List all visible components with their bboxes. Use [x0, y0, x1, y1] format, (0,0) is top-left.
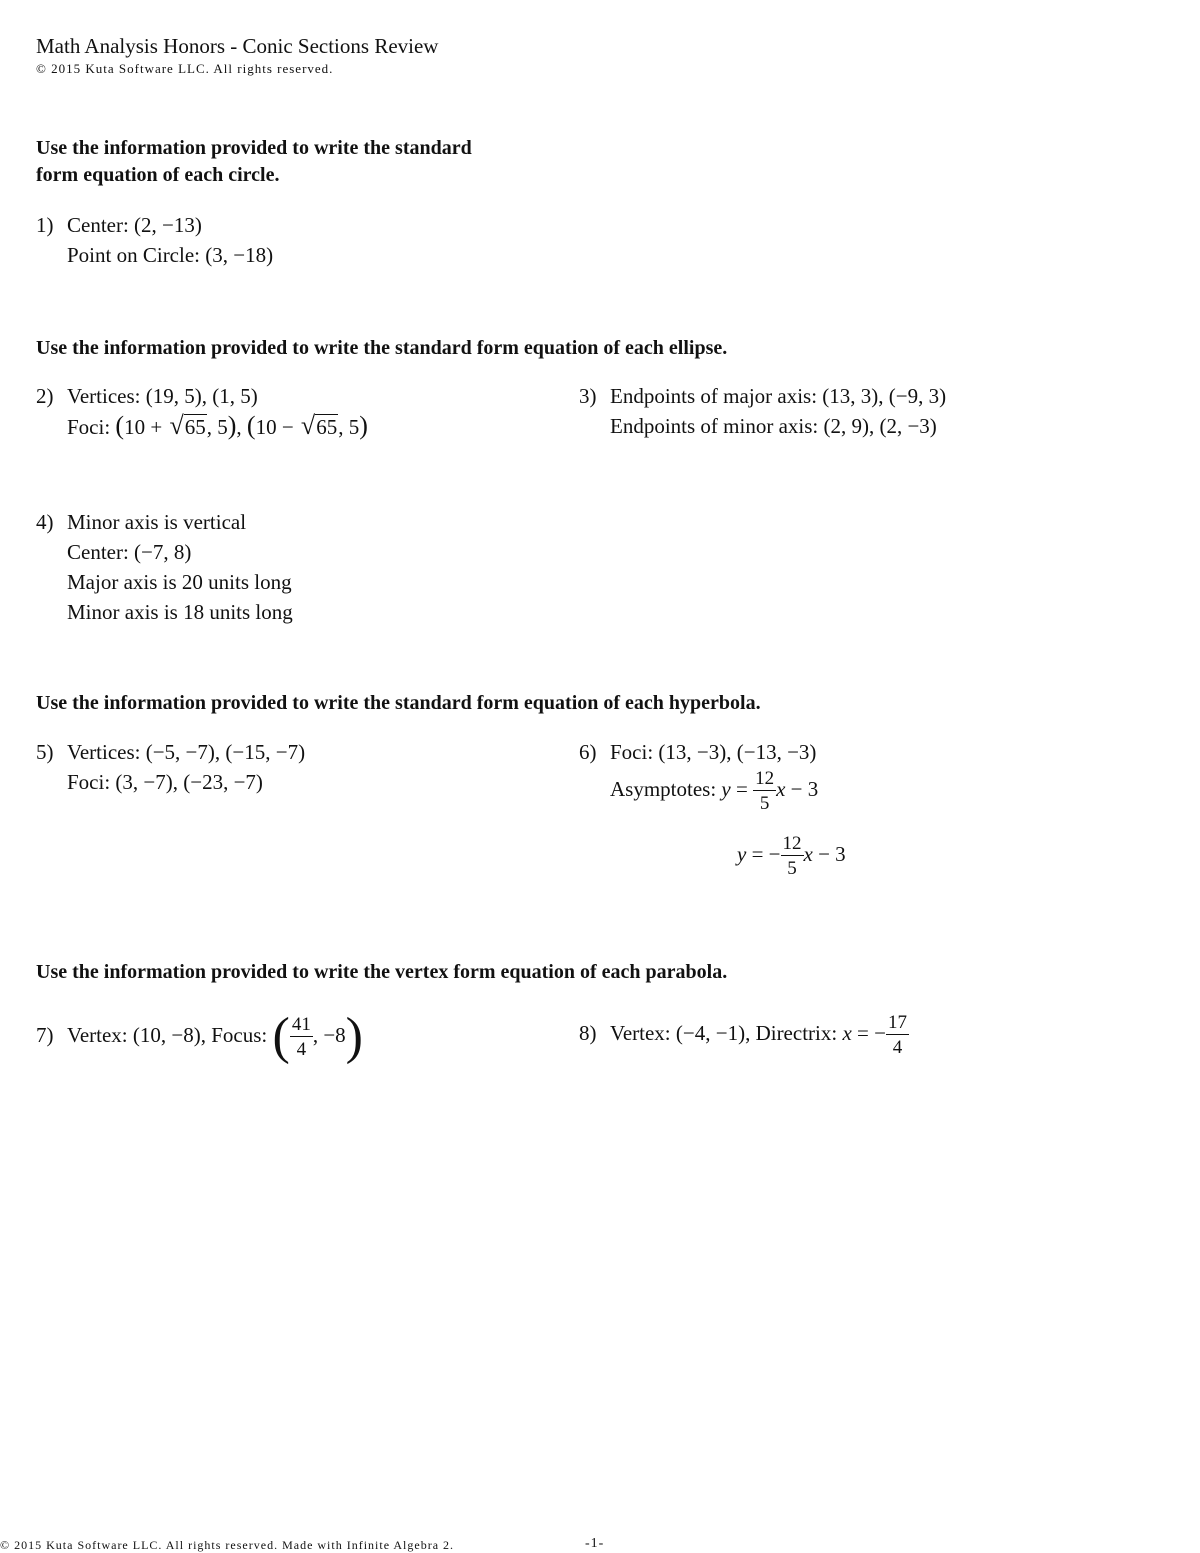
problem-3 — [579, 381, 946, 441]
worksheet-title: Math Analysis Honors - Conic Sections Review — [36, 34, 439, 58]
p6-eq2-post: − 3 — [812, 841, 846, 866]
numerator: 12 — [782, 833, 802, 854]
circle-instruction — [36, 135, 596, 189]
p7-focus-post: , −8 — [312, 1022, 346, 1047]
p2-foci-b-pre: 10 − — [255, 415, 299, 439]
p5-vertices: Vertices: (−5, −7), (−15, −7) — [67, 740, 306, 764]
p2-foci-a-pre: 10 + — [124, 415, 168, 439]
denominator: 4 — [296, 1039, 307, 1060]
numerator: 41 — [291, 1014, 311, 1035]
problem-number: 8) — [579, 1020, 597, 1045]
var-x: x — [803, 841, 813, 866]
problem-2 — [36, 381, 368, 442]
p1-point: Point on Circle: (3, −18) — [67, 243, 274, 267]
p6-asymptotes-label: Asymptotes: — [610, 776, 717, 801]
p8-text: Vertex: (−4, −1), Directrix: — [610, 1020, 843, 1045]
page-number: -1- — [585, 1536, 605, 1551]
p6-eq2-pre: = − — [746, 841, 781, 866]
denominator: 5 — [787, 858, 797, 879]
var-x: x — [776, 776, 786, 801]
p2-vertices: Vertices: (19, 5), (1, 5) — [67, 384, 258, 408]
p2-foci-a-post: , 5 — [206, 415, 228, 439]
ellipse-instruction: Use the information provided to write the standard form equation of each ellipse. — [36, 337, 728, 359]
p4-line3: Major axis is 20 units long — [67, 570, 292, 594]
footer-copyright: © 2015 Kuta Software LLC. All rights reserved. Made with Infinite Algebra 2. — [0, 1538, 455, 1552]
p2-foci-b-radicand: 65 — [316, 415, 338, 439]
problem-6 — [579, 737, 816, 767]
p5-foci: Foci: (3, −7), (−23, −7) — [67, 770, 263, 794]
var-x: x — [842, 1020, 852, 1045]
fraction — [290, 1015, 313, 1059]
problem-number: 5) — [36, 740, 54, 764]
problem-number: 6) — [579, 740, 597, 764]
problem-number: 1) — [36, 213, 54, 237]
problem-number: 4) — [36, 510, 54, 534]
hyperbola-instruction: Use the information provided to write the standard form equation of each hyperbola. — [36, 692, 761, 714]
circle-instruction-line1: Use the information provided to write the standard — [36, 137, 472, 159]
p4-line4: Minor axis is 18 units long — [67, 600, 293, 624]
fraction — [886, 1013, 909, 1057]
p6-asymptote-1 — [610, 769, 818, 813]
p2-foci-b-post: , 5 — [338, 415, 360, 439]
problem-8 — [579, 1013, 909, 1057]
var-y: y — [737, 841, 747, 866]
sqrt-symbol: √65 — [300, 411, 338, 440]
p3-major-axis: Endpoints of major axis: (13, 3), (−9, 3) — [610, 384, 947, 408]
p7-text: Vertex: (10, −8), Focus: — [67, 1022, 273, 1047]
p6-eq1-pre: = — [730, 776, 754, 801]
p4-line1: Minor axis is vertical — [67, 510, 247, 534]
problem-number: 7) — [36, 1022, 54, 1047]
problem-number: 2) — [36, 384, 54, 408]
p1-center: Center: (2, −13) — [67, 213, 202, 237]
p6-eq1-post: − 3 — [785, 776, 819, 801]
numerator: 12 — [755, 768, 775, 789]
var-y: y — [721, 776, 731, 801]
problem-7: 7) Vertex: (10, −8), Focus: ( $\frac{41}{4}$ , −8) — [36, 1008, 363, 1065]
numerator: 17 — [887, 1012, 907, 1033]
p2-foci-label: Foci: — [67, 415, 116, 439]
p3-minor-axis: Endpoints of minor axis: (2, 9), (2, −3) — [610, 414, 937, 438]
denominator: 4 — [892, 1037, 903, 1058]
circle-instruction-line2: form equation of each circle. — [36, 164, 280, 186]
p6-asymptote-2 — [737, 834, 846, 878]
problem-1 — [36, 210, 273, 270]
p2-foci: Foci: (10 + √65, 5), (10 − √65, 5) — [67, 411, 368, 440]
p6-foci: Foci: (13, −3), (−13, −3) — [610, 740, 817, 764]
problem-number: 3) — [579, 384, 597, 408]
problem-4 — [36, 507, 293, 627]
parabola-instruction: Use the information provided to write the vertex form equation of each parabola. — [36, 961, 728, 983]
fraction — [781, 834, 804, 878]
denominator: 5 — [759, 793, 770, 814]
p8-eq-pre: = − — [851, 1020, 886, 1045]
header-copyright: © 2015 Kuta Software LLC. All rights reserved. — [36, 61, 334, 76]
p4-line2: Center: (−7, 8) — [67, 540, 192, 564]
p2-foci-a-radicand: 65 — [184, 415, 206, 439]
problem-5 — [36, 737, 305, 797]
sqrt-symbol: √65 — [169, 411, 206, 440]
fraction — [753, 769, 776, 813]
